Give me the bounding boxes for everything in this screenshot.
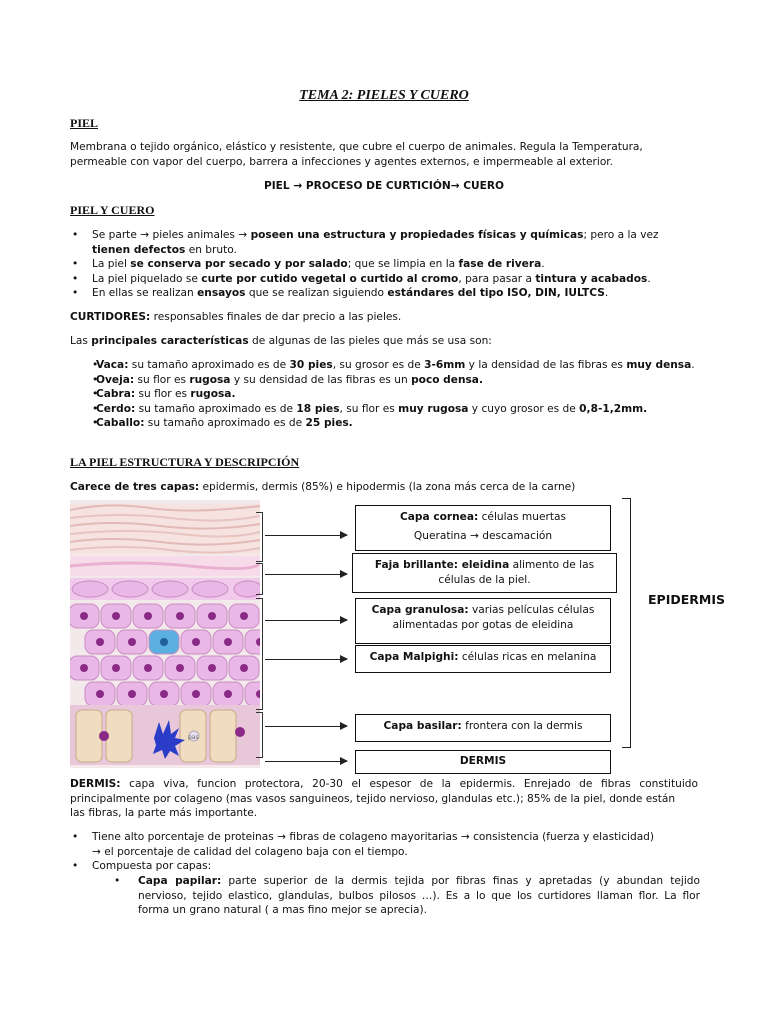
piel-paragraph <box>70 140 698 169</box>
arrow-brillante <box>265 574 347 575</box>
cell-nucleus <box>128 638 136 646</box>
stratum-lucidum <box>70 556 260 576</box>
cell-nucleus <box>112 664 120 672</box>
cell-nucleus <box>144 612 152 620</box>
cell-nucleus <box>160 638 168 646</box>
cell-nucleus <box>192 690 200 698</box>
list-item-vaca: • Vaca: su tamaño aproximado es de 30 pies, su grosor es de 3-6mm y la densidad de las fibras es muy densa. <box>70 358 700 373</box>
stratum-granulosum <box>70 578 260 600</box>
heading-piel: PIEL <box>70 116 99 130</box>
arrow-malpighi <box>265 659 347 660</box>
list-item: • Tiene alto porcentaje de proteinas → fibras de colageno mayoritarias → consistencia (fuerza y elasticidad) → el porcentaje de calidad del colageno baja con el tiempo. <box>70 830 700 859</box>
cell-nucleus <box>80 664 88 672</box>
list-item: • La piel piquelado se curte por cutido vegetal o curtido al cromo, para pasar a tintura y acabados. <box>70 272 700 287</box>
list-item-cabra: • Cabra: su flor es rugosa. <box>70 387 700 402</box>
dermis-list <box>70 830 700 874</box>
bracket-brillante <box>256 563 263 595</box>
list-item-papilar: • Capa papilar: parte superior de la dermis tejida por fibras finas y apretadas (y abundan tejido nervioso, tejido elastico, glandulas, bulbos pilosos …). Es a lo que los curtidores llaman flor. La flor forma un grano natural ( a mas fino mejor se aprecia). <box>112 874 700 918</box>
heading-piel-cuero: PIEL Y CUERO <box>70 203 155 217</box>
cell-nucleus <box>160 690 168 698</box>
piel-line-2: permeable con vapor del cuerpo, barrera a infecciones y agentes externos, e impermeable al exterior. <box>70 155 614 168</box>
process-line: PIEL → PROCESO DE CURTICIÓN→ CUERO <box>263 180 505 192</box>
box-capa-malpighi: Capa Malpighi: células ricas en melanina <box>355 645 611 673</box>
cell-nucleus <box>208 664 216 672</box>
basal-layer <box>70 705 260 765</box>
cell-nucleus <box>208 612 216 620</box>
box-capa-basilar: Capa basilar: frontera con la dermis <box>355 714 611 742</box>
box-capa-granulosa: Capa granulosa: varias películas células alimentadas por gotas de eleidina <box>355 598 611 644</box>
cell-nucleus <box>112 612 120 620</box>
heading-estructura: LA PIEL ESTRUCTURA Y DESCRIPCIÓN <box>70 455 300 469</box>
bracket-cornea <box>256 512 263 562</box>
dermis-sublist <box>112 874 700 918</box>
stratum-corneum <box>70 504 260 554</box>
cell-nucleus <box>176 664 184 672</box>
list-item: • Compuesta por capas: <box>70 859 700 874</box>
arrow-granulosa <box>265 620 347 621</box>
cell-nucleus <box>240 664 248 672</box>
list-item-oveja: • Oveja: su flor es rugosa y su densidad de las fibras es un poco densa. <box>70 373 700 388</box>
cell-nucleus <box>96 638 104 646</box>
list-item-cerdo: • Cerdo: su tamaño aproximado es de 18 pies, su flor es muy rugosa y cuyo grosor es de 0,8-1,2mm. <box>70 402 700 417</box>
cell-nucleus <box>224 690 232 698</box>
piel-line-1: Membrana o tejido orgánico, elástico y resistente, que cubre el cuerpo de animales. Regula la Temperatura, <box>70 141 643 153</box>
epidermis-label: EPIDERMIS <box>648 592 725 607</box>
cell-nucleus <box>96 690 104 698</box>
cell-nucleus <box>144 664 152 672</box>
principales-line: Las principales características de algunas de las pieles que más se usa son: <box>70 335 492 347</box>
cell-nucleus <box>224 638 232 646</box>
cell-nucleus <box>176 612 184 620</box>
list-item: • Se parte → pieles animales → poseen una estructura y propiedades físicas y químicas; pero a la vez tienen defectos en bruto. <box>70 228 700 257</box>
bracket-granulosa-malpighi <box>256 598 263 710</box>
dermis-line-2: principalmente por colageno (mas vasos sanguineos, tejido nervioso, glandulas etc.); 85% de la piel, donde están <box>70 792 676 805</box>
cell-label: pas <box>188 734 199 741</box>
bracket-basilar <box>256 712 263 758</box>
box-faja-brillante: Faja brillante: eleidina alimento de las células de la piel. <box>352 553 617 593</box>
dermis-line-3: las fibras, la parte más importante. <box>70 807 258 820</box>
list-item-caballo: • Caballo: su tamaño aproximado es de 25 pies. <box>70 416 700 431</box>
skin-illustration <box>70 500 260 768</box>
page-title: TEMA 2: PIELES Y CUERO <box>299 88 469 103</box>
cell-nucleus <box>128 690 136 698</box>
box-capa-cornea: Capa cornea: células muertas Queratina → descamación <box>355 505 611 551</box>
list-item: • La piel se conserva por secado y por salado; que se limpia en la fase de rivera. <box>70 257 700 272</box>
piel-cuero-list <box>70 228 700 301</box>
curtidores-line: CURTIDORES: responsables finales de dar precio a las pieles. <box>70 311 402 323</box>
cell-nucleus <box>80 612 88 620</box>
animal-list <box>70 358 700 431</box>
epidermis-bracket <box>622 498 631 748</box>
arrow-cornea <box>265 535 347 536</box>
cell-nucleus <box>240 612 248 620</box>
list-item: • En ellas se realizan ensayos que se realizan siguiendo estándares del tipo ISO, DIN, IULTCS. <box>70 286 700 301</box>
box-dermis: DERMIS <box>355 750 611 774</box>
cell-nucleus <box>192 638 200 646</box>
dermis-line-1: DERMIS: capa viva, funcion protectora, 20-30 el espesor de la epidermis. Enrejado de fibras constituido <box>70 778 698 790</box>
dermis-paragraph <box>70 777 698 821</box>
estructura-intro: Carece de tres capas: epidermis, dermis (85%) e hipodermis (la zona más cerca de la carne) <box>70 481 576 493</box>
arrow-basilar <box>265 726 347 727</box>
arrow-dermis <box>265 761 347 762</box>
